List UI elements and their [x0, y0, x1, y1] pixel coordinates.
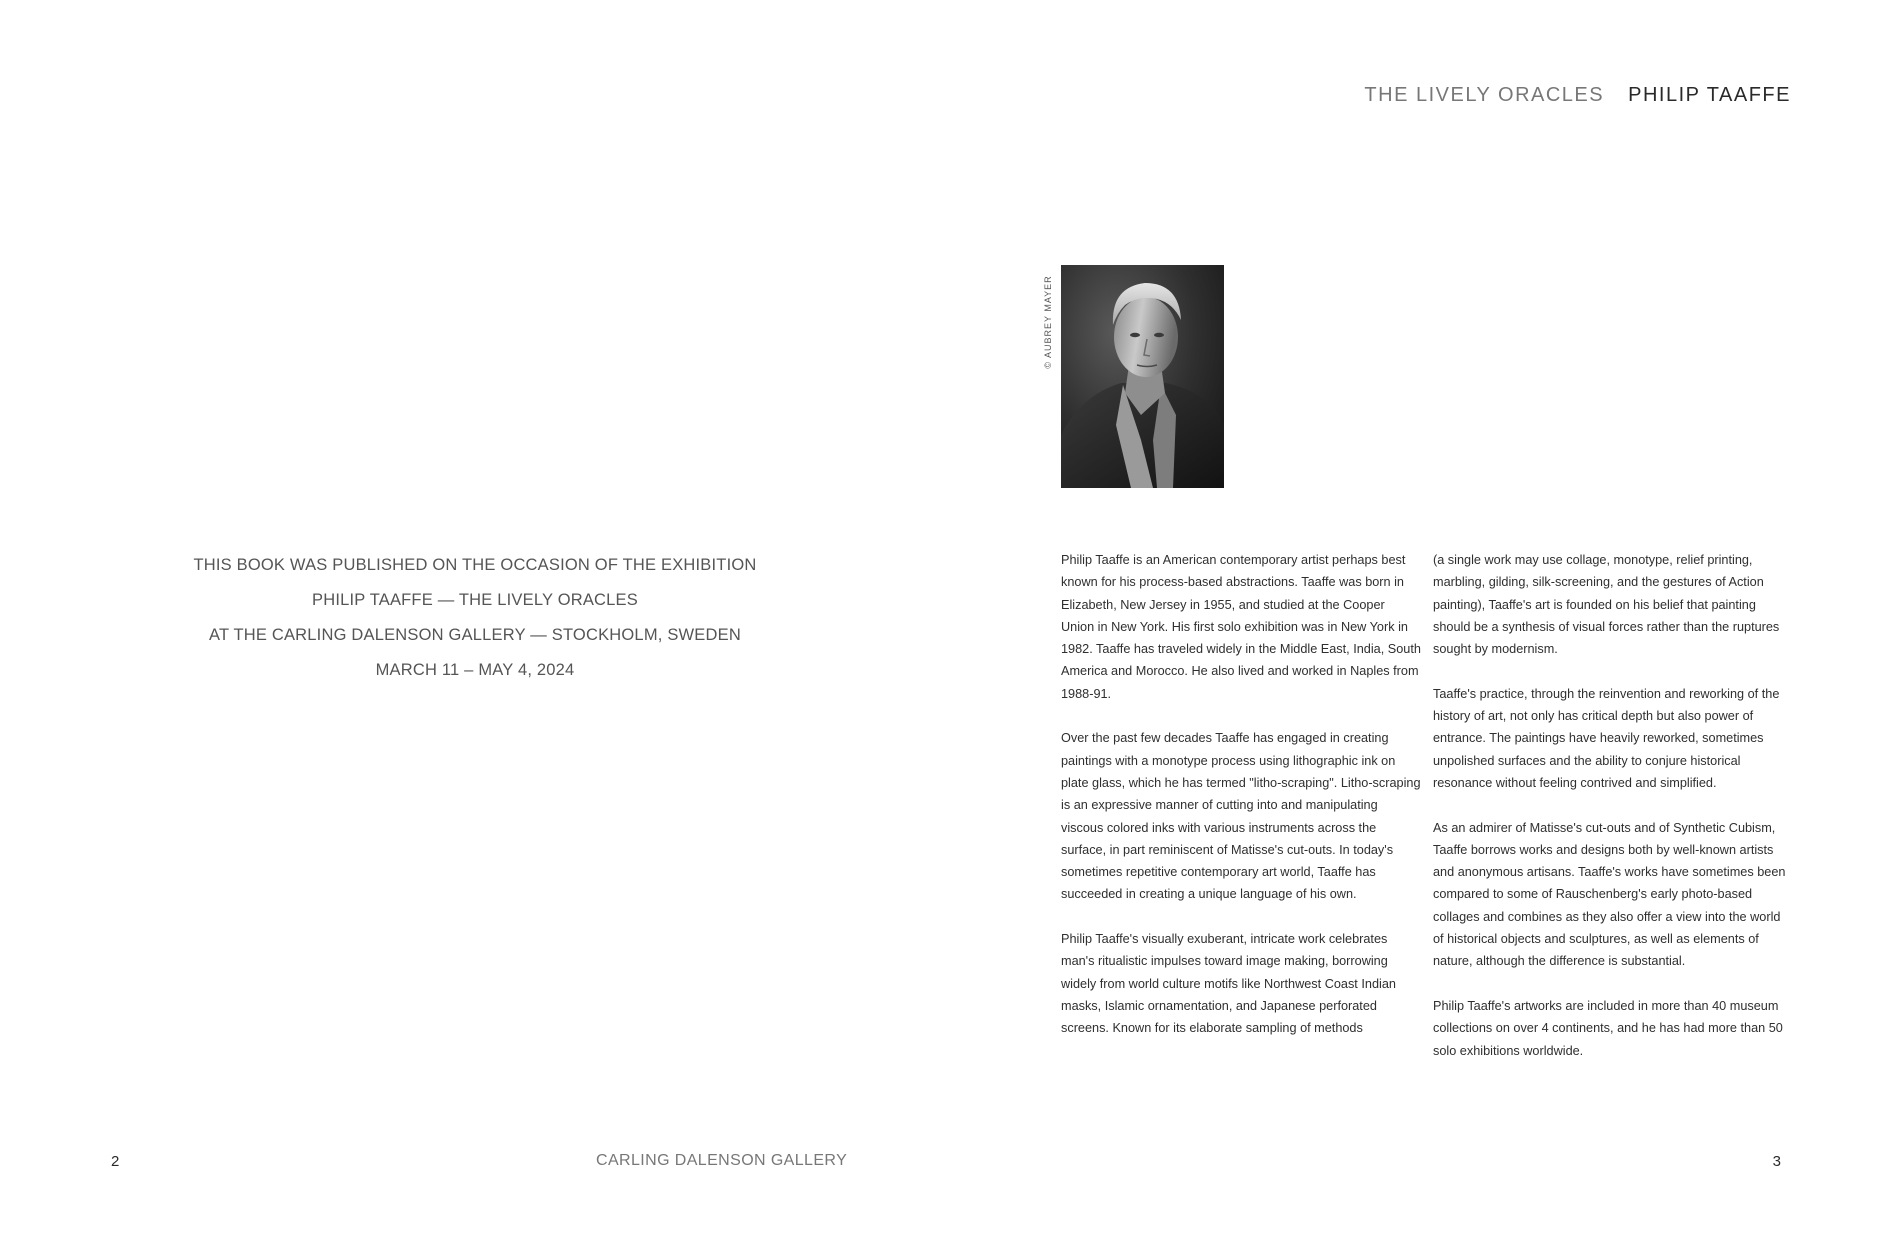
colophon-line: PHILIP TAAFFE — THE LIVELY ORACLES	[312, 591, 638, 609]
bio-paragraph: (a single work may use collage, monotype, relief printing, marbling, gilding, silk-screening, and the gestures of Action painting), Taaffe's art is founded on his belief that painting should be a synthesis of visual forces rather than the ruptures sought by modernism.	[1433, 553, 1780, 657]
bio-paragraph: Taaffe's practice, through the reinvention and reworking of the history of art, not only has critical depth but also power of entrance. The paintings have heavily reworked, sometimes unpolished surfaces and the ability to conjure historical resonance without feeling contrived and simplified.	[1433, 686, 1780, 790]
bio-paragraph: Philip Taaffe is an American contemporary artist perhaps best known for his process-based abstractions. Taaffe was born in Elizabeth, New Jersey in 1955, and studied at the Cooper Union in New York. His first solo exhibition was in New York in 1982. Taaffe has traveled widely in the Middle East, India, South America and Morocco. He also lived and worked in Naples from 1988-91.	[1061, 553, 1421, 701]
colophon-line: THIS BOOK WAS PUBLISHED ON THE OCCASION OF THE EXHIBITION	[193, 556, 757, 574]
artist-portrait	[1061, 265, 1224, 488]
photo-credit	[1040, 272, 1056, 372]
running-head-book-title: THE LIVELY ORACLES	[1364, 84, 1605, 106]
bio-paragraph: As an admirer of Matisse's cut-outs and of Synthetic Cubism, Taaffe borrows works and designs both by well-known artists and anonymous artisans. Taaffe's works have sometimes been compared to some of Rauschenberg's early photo-based collages and combines as they also offer a view into the world of historical objects and sculptures, as well as elements of nature, although the difference is substantial.	[1433, 820, 1786, 969]
bio-column-left	[1061, 549, 1421, 1062]
bio-paragraph: Philip Taaffe's visually exuberant, intricate work celebrates man's ritualistic impulses toward image making, borrowing widely from world culture motifs like Northwest Coast Indian masks, Islamic ornamentation, and Japanese perforated screens. Known for its elaborate sampling of methods	[1061, 932, 1396, 1036]
running-head-artist-name: PHILIP TAAFFE	[1628, 84, 1791, 106]
footer-gallery-name: CARLING DALENSON GALLERY	[596, 1152, 848, 1169]
colophon-line: MARCH 11 – MAY 4, 2024	[375, 661, 575, 679]
page-number-right: 3	[1772, 1153, 1781, 1170]
running-head	[1364, 84, 1791, 107]
photo-credit-text: © AUBREY MAYER	[1043, 275, 1053, 369]
page-number-left: 2	[111, 1153, 120, 1170]
colophon	[110, 548, 840, 688]
bio-column-right	[1433, 549, 1793, 1084]
colophon-line: AT THE CARLING DALENSON GALLERY — STOCKHOLM, SWEDEN	[209, 626, 741, 644]
bio-paragraph: Philip Taaffe's artworks are included in more than 40 museum collections on over 4 continents, and he has had more than 50 solo exhibitions worldwide.	[1433, 998, 1783, 1058]
bio-paragraph: Over the past few decades Taaffe has engaged in creating paintings with a monotype process using lithographic ink on plate glass, which he has termed "litho-scraping". Litho-scraping is an expressive manner of cutting into and manipulating viscous colored inks with various instruments across the surface, in part reminiscent of Matisse's cut-outs. In today's sometimes repetitive contemporary art world, Taaffe has succeeded in creating a unique language of his own.	[1061, 731, 1421, 902]
portrait-image	[1061, 265, 1224, 488]
